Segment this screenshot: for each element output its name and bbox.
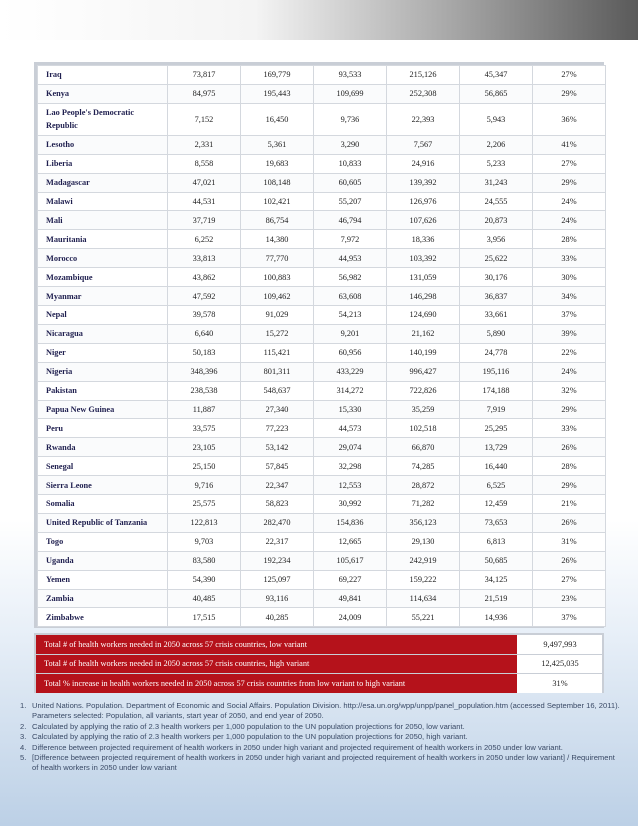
value-cell: 252,308 xyxy=(387,84,460,103)
value-cell: 29,074 xyxy=(314,438,387,457)
summary-row xyxy=(36,674,602,693)
value-cell: 63,608 xyxy=(314,287,387,306)
value-cell: 12,665 xyxy=(314,532,387,551)
value-cell: 39% xyxy=(533,324,606,343)
footnote xyxy=(20,722,620,732)
header-gradient-band xyxy=(0,0,638,40)
value-cell: 7,972 xyxy=(314,230,387,249)
value-cell: 21,519 xyxy=(460,589,533,608)
value-cell: 154,836 xyxy=(314,513,387,532)
value-cell: 29% xyxy=(533,400,606,419)
country-cell: United Republic of Tanzania xyxy=(38,513,168,532)
value-cell: 996,427 xyxy=(387,362,460,381)
value-cell: 25,150 xyxy=(168,457,241,476)
value-cell: 6,640 xyxy=(168,324,241,343)
country-cell: Liberia xyxy=(38,154,168,173)
country-cell: Niger xyxy=(38,343,168,362)
value-cell: 28,872 xyxy=(387,476,460,495)
value-cell: 19,683 xyxy=(241,154,314,173)
table-body xyxy=(38,66,606,627)
country-cell: Peru xyxy=(38,419,168,438)
value-cell: 17,515 xyxy=(168,608,241,627)
value-cell: 139,392 xyxy=(387,173,460,192)
table-row xyxy=(38,400,606,419)
country-cell: Mali xyxy=(38,211,168,230)
value-cell: 9,703 xyxy=(168,532,241,551)
value-cell: 50,183 xyxy=(168,343,241,362)
value-cell: 21% xyxy=(533,495,606,514)
value-cell: 215,126 xyxy=(387,66,460,85)
value-cell: 47,592 xyxy=(168,287,241,306)
value-cell: 6,252 xyxy=(168,230,241,249)
value-cell: 3,956 xyxy=(460,230,533,249)
value-cell: 24,009 xyxy=(314,608,387,627)
value-cell: 50,685 xyxy=(460,551,533,570)
table-row xyxy=(38,324,606,343)
value-cell: 23,105 xyxy=(168,438,241,457)
value-cell: 28% xyxy=(533,230,606,249)
value-cell: 27,340 xyxy=(241,400,314,419)
country-cell: Kenya xyxy=(38,84,168,103)
value-cell: 5,890 xyxy=(460,324,533,343)
value-cell: 146,298 xyxy=(387,287,460,306)
value-cell: 33,661 xyxy=(460,305,533,324)
value-cell: 36,837 xyxy=(460,287,533,306)
value-cell: 60,605 xyxy=(314,173,387,192)
value-cell: 102,421 xyxy=(241,192,314,211)
value-cell: 2,206 xyxy=(460,135,533,154)
value-cell: 15,330 xyxy=(314,400,387,419)
value-cell: 25,295 xyxy=(460,419,533,438)
value-cell: 31,243 xyxy=(460,173,533,192)
value-cell: 102,518 xyxy=(387,419,460,438)
table-row xyxy=(38,532,606,551)
value-cell: 37% xyxy=(533,608,606,627)
country-cell: Uganda xyxy=(38,551,168,570)
value-cell: 5,233 xyxy=(460,154,533,173)
value-cell: 24,555 xyxy=(460,192,533,211)
value-cell: 24% xyxy=(533,362,606,381)
table-row xyxy=(38,457,606,476)
country-cell: Nigeria xyxy=(38,362,168,381)
footnotes xyxy=(20,701,620,774)
table-row xyxy=(38,438,606,457)
value-cell: 30,176 xyxy=(460,268,533,287)
value-cell: 57,845 xyxy=(241,457,314,476)
footnote-number: 4. xyxy=(20,742,27,752)
value-cell: 109,462 xyxy=(241,287,314,306)
table-row xyxy=(38,173,606,192)
table-row xyxy=(38,84,606,103)
country-cell: Mauritania xyxy=(38,230,168,249)
country-cell: Somalia xyxy=(38,495,168,514)
value-cell: 107,626 xyxy=(387,211,460,230)
summary-row xyxy=(36,655,602,674)
table-row xyxy=(38,570,606,589)
country-cell: Lesotho xyxy=(38,135,168,154)
value-cell: 91,029 xyxy=(241,305,314,324)
value-cell: 29,130 xyxy=(387,532,460,551)
value-cell: 23% xyxy=(533,589,606,608)
value-cell: 40,285 xyxy=(241,608,314,627)
value-cell: 33,813 xyxy=(168,249,241,268)
value-cell: 53,142 xyxy=(241,438,314,457)
value-cell: 103,392 xyxy=(387,249,460,268)
value-cell: 108,148 xyxy=(241,173,314,192)
value-cell: 27% xyxy=(533,570,606,589)
value-cell: 25,575 xyxy=(168,495,241,514)
table-row xyxy=(38,192,606,211)
footnote xyxy=(20,753,620,774)
value-cell: 24,916 xyxy=(387,154,460,173)
value-cell: 69,227 xyxy=(314,570,387,589)
summary-value: 12,425,035 xyxy=(518,655,602,674)
value-cell: 34% xyxy=(533,287,606,306)
value-cell: 25,622 xyxy=(460,249,533,268)
value-cell: 58,823 xyxy=(241,495,314,514)
summary-label: Total % increase in health workers needed in 2050 across 57 crisis countries from low variant to high variant xyxy=(36,674,518,693)
value-cell: 20,873 xyxy=(460,211,533,230)
value-cell: 39,578 xyxy=(168,305,241,324)
value-cell: 192,234 xyxy=(241,551,314,570)
value-cell: 35,259 xyxy=(387,400,460,419)
value-cell: 26% xyxy=(533,513,606,532)
value-cell: 28% xyxy=(533,457,606,476)
value-cell: 16,450 xyxy=(241,103,314,135)
value-cell: 9,716 xyxy=(168,476,241,495)
country-cell: Nepal xyxy=(38,305,168,324)
value-cell: 238,538 xyxy=(168,381,241,400)
summary-value: 31% xyxy=(518,674,602,693)
value-cell: 41% xyxy=(533,135,606,154)
value-cell: 126,976 xyxy=(387,192,460,211)
value-cell: 44,531 xyxy=(168,192,241,211)
value-cell: 40,485 xyxy=(168,589,241,608)
value-cell: 159,222 xyxy=(387,570,460,589)
summary-label: Total # of health workers needed in 2050 across 57 crisis countries, high variant xyxy=(36,655,518,674)
country-cell: Myanmar xyxy=(38,287,168,306)
value-cell: 722,826 xyxy=(387,381,460,400)
value-cell: 60,956 xyxy=(314,343,387,362)
footnote-text: [Difference between projected requirement of health workers in 2050 under high variant and projected requirement of health workers in 2050 under low variant] / Requirement of health workers in 2050 under low variant xyxy=(32,753,615,773)
value-cell: 10,833 xyxy=(314,154,387,173)
value-cell: 282,470 xyxy=(241,513,314,532)
table-row xyxy=(38,211,606,230)
table-row xyxy=(38,551,606,570)
value-cell: 26% xyxy=(533,551,606,570)
value-cell: 114,634 xyxy=(387,589,460,608)
country-cell: Yemen xyxy=(38,570,168,589)
value-cell: 125,097 xyxy=(241,570,314,589)
value-cell: 74,285 xyxy=(387,457,460,476)
country-cell: Sierra Leone xyxy=(38,476,168,495)
value-cell: 348,396 xyxy=(168,362,241,381)
value-cell: 12,459 xyxy=(460,495,533,514)
value-cell: 44,953 xyxy=(314,249,387,268)
value-cell: 22,317 xyxy=(241,532,314,551)
value-cell: 356,123 xyxy=(387,513,460,532)
value-cell: 169,779 xyxy=(241,66,314,85)
table-row xyxy=(38,154,606,173)
value-cell: 49,841 xyxy=(314,589,387,608)
country-cell: Lao People's Democratic Republic xyxy=(38,103,168,135)
table-row xyxy=(38,495,606,514)
value-cell: 548,637 xyxy=(241,381,314,400)
value-cell: 14,380 xyxy=(241,230,314,249)
country-cell: Madagascar xyxy=(38,173,168,192)
table-row xyxy=(38,419,606,438)
value-cell: 93,533 xyxy=(314,66,387,85)
footnote xyxy=(20,743,620,753)
summary-totals xyxy=(34,633,604,693)
footnote xyxy=(20,701,620,722)
value-cell: 131,059 xyxy=(387,268,460,287)
value-cell: 24,778 xyxy=(460,343,533,362)
value-cell: 37% xyxy=(533,305,606,324)
value-cell: 46,794 xyxy=(314,211,387,230)
country-cell: Mozambique xyxy=(38,268,168,287)
value-cell: 30% xyxy=(533,268,606,287)
value-cell: 3,290 xyxy=(314,135,387,154)
value-cell: 33% xyxy=(533,419,606,438)
value-cell: 174,188 xyxy=(460,381,533,400)
table-row xyxy=(38,66,606,85)
country-cell: Zambia xyxy=(38,589,168,608)
value-cell: 5,361 xyxy=(241,135,314,154)
data-table-frame xyxy=(34,62,604,628)
value-cell: 22% xyxy=(533,343,606,362)
footnote-number: 5. xyxy=(20,753,27,763)
value-cell: 30,992 xyxy=(314,495,387,514)
table-row xyxy=(38,381,606,400)
value-cell: 29% xyxy=(533,84,606,103)
value-cell: 21,162 xyxy=(387,324,460,343)
table-row xyxy=(38,287,606,306)
value-cell: 44,573 xyxy=(314,419,387,438)
country-cell: Morocco xyxy=(38,249,168,268)
value-cell: 37,719 xyxy=(168,211,241,230)
value-cell: 47,021 xyxy=(168,173,241,192)
value-cell: 122,813 xyxy=(168,513,241,532)
value-cell: 77,770 xyxy=(241,249,314,268)
value-cell: 93,116 xyxy=(241,589,314,608)
value-cell: 32% xyxy=(533,381,606,400)
footnote-number: 2. xyxy=(20,721,27,731)
value-cell: 86,754 xyxy=(241,211,314,230)
value-cell: 195,116 xyxy=(460,362,533,381)
value-cell: 9,736 xyxy=(314,103,387,135)
footnote-number: 3. xyxy=(20,732,27,742)
value-cell: 84,975 xyxy=(168,84,241,103)
health-workers-table xyxy=(37,65,606,627)
value-cell: 71,282 xyxy=(387,495,460,514)
value-cell: 12,553 xyxy=(314,476,387,495)
value-cell: 29% xyxy=(533,476,606,495)
value-cell: 27% xyxy=(533,154,606,173)
value-cell: 43,862 xyxy=(168,268,241,287)
country-cell: Iraq xyxy=(38,66,168,85)
value-cell: 31% xyxy=(533,532,606,551)
value-cell: 22,347 xyxy=(241,476,314,495)
value-cell: 33,575 xyxy=(168,419,241,438)
value-cell: 140,199 xyxy=(387,343,460,362)
value-cell: 29% xyxy=(533,173,606,192)
value-cell: 26% xyxy=(533,438,606,457)
table-row xyxy=(38,476,606,495)
value-cell: 9,201 xyxy=(314,324,387,343)
table-row xyxy=(38,362,606,381)
table-row xyxy=(38,343,606,362)
country-cell: Papua New Guinea xyxy=(38,400,168,419)
country-cell: Togo xyxy=(38,532,168,551)
value-cell: 33% xyxy=(533,249,606,268)
value-cell: 36% xyxy=(533,103,606,135)
footnote-text: Difference between projected requirement of health workers in 2050 under high variant and projected requirement of health workers in 2050 under low variant. xyxy=(32,742,563,752)
value-cell: 242,919 xyxy=(387,551,460,570)
value-cell: 18,336 xyxy=(387,230,460,249)
value-cell: 195,443 xyxy=(241,84,314,103)
summary-label: Total # of health workers needed in 2050 across 57 crisis countries, low variant xyxy=(36,635,518,654)
value-cell: 115,421 xyxy=(241,343,314,362)
value-cell: 124,690 xyxy=(387,305,460,324)
value-cell: 55,207 xyxy=(314,192,387,211)
value-cell: 433,229 xyxy=(314,362,387,381)
table-row xyxy=(38,249,606,268)
value-cell: 15,272 xyxy=(241,324,314,343)
footnote-text: Calculated by applying the ratio of 2.3 health workers per 1,000 population to the UN population projections for 2050, high variant. xyxy=(32,732,468,742)
value-cell: 34,125 xyxy=(460,570,533,589)
value-cell: 5,943 xyxy=(460,103,533,135)
value-cell: 73,817 xyxy=(168,66,241,85)
value-cell: 801,311 xyxy=(241,362,314,381)
value-cell: 7,152 xyxy=(168,103,241,135)
value-cell: 13,729 xyxy=(460,438,533,457)
value-cell: 32,298 xyxy=(314,457,387,476)
value-cell: 24% xyxy=(533,211,606,230)
value-cell: 66,870 xyxy=(387,438,460,457)
country-cell: Rwanda xyxy=(38,438,168,457)
value-cell: 6,525 xyxy=(460,476,533,495)
value-cell: 22,393 xyxy=(387,103,460,135)
country-cell: Pakistan xyxy=(38,381,168,400)
footnote-text: Calculated by applying the ratio of 2.3 health workers per 1,000 population to the UN population projections for 2050, low variant. xyxy=(32,721,465,731)
value-cell: 14,936 xyxy=(460,608,533,627)
value-cell: 314,272 xyxy=(314,381,387,400)
value-cell: 109,699 xyxy=(314,84,387,103)
country-cell: Zimbabwe xyxy=(38,608,168,627)
value-cell: 27% xyxy=(533,66,606,85)
footnote-text: United Nations. Population. Department of Economic and Social Affairs. Population Division. http://esa.un.org/wpp/unpp/panel_population.htm (accessed September 16, 2011). Parameters selected: Population, all variants, start year of 2050, and end year of 2050. xyxy=(32,701,620,721)
value-cell: 7,567 xyxy=(387,135,460,154)
value-cell: 8,558 xyxy=(168,154,241,173)
value-cell: 24% xyxy=(533,192,606,211)
country-cell: Malawi xyxy=(38,192,168,211)
value-cell: 11,887 xyxy=(168,400,241,419)
value-cell: 56,865 xyxy=(460,84,533,103)
country-cell: Nicaragua xyxy=(38,324,168,343)
value-cell: 105,617 xyxy=(314,551,387,570)
table-row xyxy=(38,230,606,249)
table-row xyxy=(38,305,606,324)
value-cell: 7,919 xyxy=(460,400,533,419)
value-cell: 100,883 xyxy=(241,268,314,287)
value-cell: 45,347 xyxy=(460,66,533,85)
table-row xyxy=(38,589,606,608)
value-cell: 73,653 xyxy=(460,513,533,532)
footnote-number: 1. xyxy=(20,701,27,710)
country-cell: Senegal xyxy=(38,457,168,476)
value-cell: 56,982 xyxy=(314,268,387,287)
value-cell: 2,331 xyxy=(168,135,241,154)
value-cell: 54,390 xyxy=(168,570,241,589)
value-cell: 16,440 xyxy=(460,457,533,476)
table-row xyxy=(38,513,606,532)
table-row xyxy=(38,268,606,287)
value-cell: 77,223 xyxy=(241,419,314,438)
table-row xyxy=(38,608,606,627)
value-cell: 55,221 xyxy=(387,608,460,627)
summary-value: 9,497,993 xyxy=(518,635,602,654)
table-row xyxy=(38,135,606,154)
value-cell: 54,213 xyxy=(314,305,387,324)
value-cell: 6,813 xyxy=(460,532,533,551)
table-row xyxy=(38,103,606,135)
value-cell: 83,580 xyxy=(168,551,241,570)
footnote xyxy=(20,732,620,742)
summary-row xyxy=(36,635,602,654)
